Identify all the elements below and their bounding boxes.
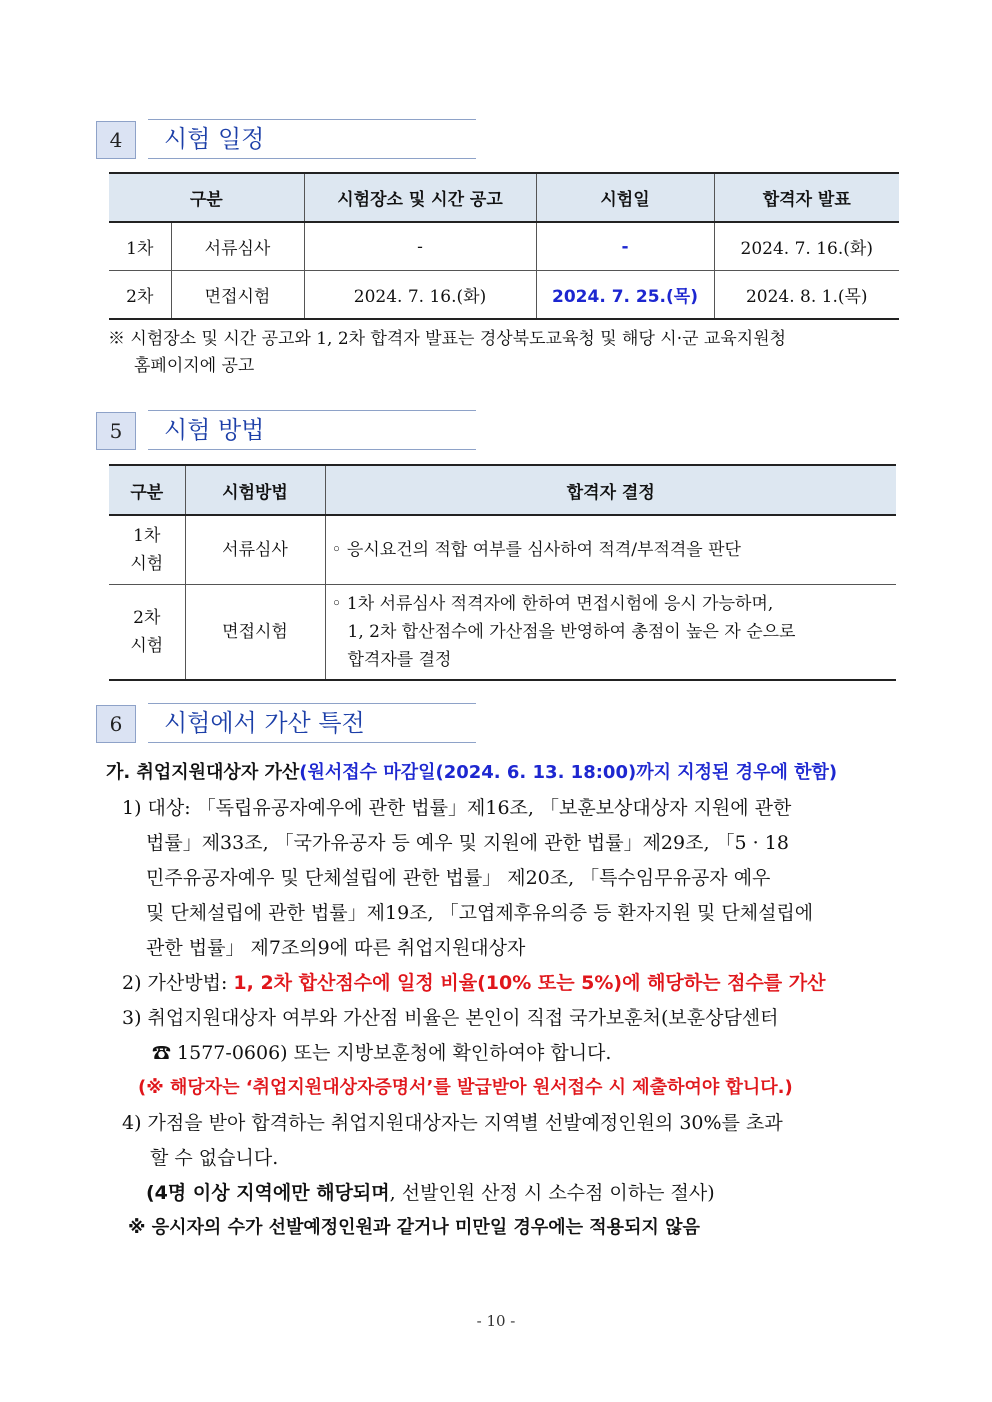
bonus-heading bbox=[106, 756, 837, 790]
type-cell: 면접시험 bbox=[171, 271, 304, 320]
schedule-table bbox=[109, 172, 899, 320]
stage-label: 2차 bbox=[133, 607, 161, 628]
item2-value: 1, 2차 합산점수에 일정 비율(10% 또는 5%)에 해당하는 점수를 가산 bbox=[233, 972, 826, 994]
stage-label: 시험 bbox=[130, 635, 164, 656]
section-number: 6 bbox=[96, 705, 136, 743]
item4-note bbox=[146, 1176, 715, 1210]
stage-cell bbox=[109, 584, 185, 680]
item3-line: 3) 취업지원대상자 여부와 가산점 비율은 본인이 직접 국가보훈처(보훈상담센터 bbox=[122, 1007, 779, 1029]
item4-line: 할 수 없습니다. bbox=[150, 1147, 279, 1169]
item3-warning: (※ 해당자는 ‘취업지원대상자증명서’를 발급받아 원서접수 시 제출하여야 합니다.) bbox=[138, 1077, 793, 1098]
section-title: 시험 일정 bbox=[148, 119, 476, 159]
section-number: 4 bbox=[96, 121, 136, 159]
table-row bbox=[109, 584, 896, 680]
decision-line: 1, 2차 합산점수에 가산점을 반영하여 총점이 높은 자 순으로 bbox=[347, 621, 796, 642]
header-cell: 시험일 bbox=[536, 173, 714, 222]
header-cell: 시험방법 bbox=[185, 465, 325, 515]
table-header-row bbox=[109, 465, 896, 515]
item1-line: 및 단체설립에 관한 법률」제19조, 「고엽제후유의증 등 환자지원 및 단체설립에 bbox=[146, 902, 814, 924]
stage-label: 시험 bbox=[130, 553, 164, 574]
item4-note-bold: (4명 이상 지역에만 해당되며 bbox=[146, 1182, 390, 1204]
section-number: 5 bbox=[96, 412, 136, 450]
result-cell: 2024. 7. 16.(화) bbox=[714, 222, 899, 271]
stage-cell bbox=[109, 515, 185, 584]
note-line: 홈페이지에 공고 bbox=[134, 356, 255, 376]
stage-cell: 2차 bbox=[109, 271, 171, 320]
item2-line bbox=[122, 966, 826, 1000]
table-row bbox=[109, 271, 899, 320]
method-table bbox=[109, 464, 896, 681]
decision-cell: ◦ 응시요건의 적합 여부를 심사하여 적격/부적격을 판단 bbox=[325, 515, 896, 584]
table-header-row bbox=[109, 173, 899, 222]
table-row bbox=[109, 222, 899, 271]
decision-cell bbox=[325, 584, 896, 680]
schedule-note bbox=[108, 326, 900, 380]
section-header-5 bbox=[96, 410, 476, 452]
stage-cell: 1차 bbox=[109, 222, 171, 271]
item4-line: 4) 가점을 받아 합격하는 취업지원대상자는 지역별 선발예정인원의 30%를 초과 bbox=[122, 1112, 783, 1134]
bonus-heading-note: (원서접수 마감일(2024. 6. 13. 18:00)까지 지정된 경우에 한함) bbox=[299, 762, 838, 783]
item1-line: 법률」제33조, 「국가유공자 등 예우 및 지원에 관한 법률」제29조, 「5 · 18 bbox=[146, 832, 789, 854]
method-cell: 서류심사 bbox=[185, 515, 325, 584]
final-note: ※ 응시자의 수가 선발예정인원과 같거나 미만일 경우에는 적용되지 않음 bbox=[128, 1217, 700, 1238]
table-row bbox=[109, 515, 896, 584]
decision-line: 합격자를 결정 bbox=[347, 649, 452, 670]
bonus-heading-text: 가. 취업지원대상자 가산 bbox=[106, 762, 300, 783]
method-cell: 면접시험 bbox=[185, 584, 325, 680]
item1-line: 민주유공자예우 및 단체설립에 관한 법률」 제20조, 「특수임무유공자 예우 bbox=[146, 867, 771, 889]
header-cell: 합격자 발표 bbox=[714, 173, 899, 222]
item2-label: 2) 가산방법: bbox=[122, 972, 228, 994]
item4-note-rest: , 선발인원 산정 시 소수점 이하는 절사) bbox=[389, 1182, 715, 1204]
section-title: 시험 방법 bbox=[148, 410, 476, 450]
item1-line: 1) 대상: 「독립유공자예우에 관한 법률」제16조, 「보훈보상대상자 지원에 관한 bbox=[122, 797, 792, 819]
notice-cell: 2024. 7. 16.(화) bbox=[304, 271, 536, 320]
header-cell: 합격자 결정 bbox=[325, 465, 896, 515]
section-header-6 bbox=[96, 703, 476, 745]
stage-label: 1차 bbox=[133, 525, 161, 546]
section-header-4 bbox=[96, 119, 476, 161]
type-cell: 서류심사 bbox=[171, 222, 304, 271]
notice-cell: - bbox=[304, 222, 536, 271]
section-title: 시험에서 가산 특전 bbox=[148, 703, 476, 743]
page-number: - 10 - bbox=[476, 1312, 516, 1330]
header-cell: 구분 bbox=[109, 173, 304, 222]
header-cell: 구분 bbox=[109, 465, 185, 515]
exam-date-cell: - bbox=[536, 222, 714, 271]
exam-date-cell: 2024. 7. 25.(목) bbox=[536, 271, 714, 320]
decision-line: ◦ 1차 서류심사 적격자에 한하여 면접시험에 응시 가능하며, bbox=[331, 593, 774, 614]
note-line: ※ 시험장소 및 시간 공고와 1, 2차 합격자 발표는 경상북도교육청 및 해당 시·군 교육지원청 bbox=[108, 329, 787, 349]
item1-line: 관한 법률」 제7조의9에 따른 취업지원대상자 bbox=[146, 937, 526, 959]
item3-line: ☎ 1577-0606) 또는 지방보훈청에 확인하여야 합니다. bbox=[152, 1042, 612, 1064]
result-cell: 2024. 8. 1.(목) bbox=[714, 271, 899, 320]
header-cell: 시험장소 및 시간 공고 bbox=[304, 173, 536, 222]
